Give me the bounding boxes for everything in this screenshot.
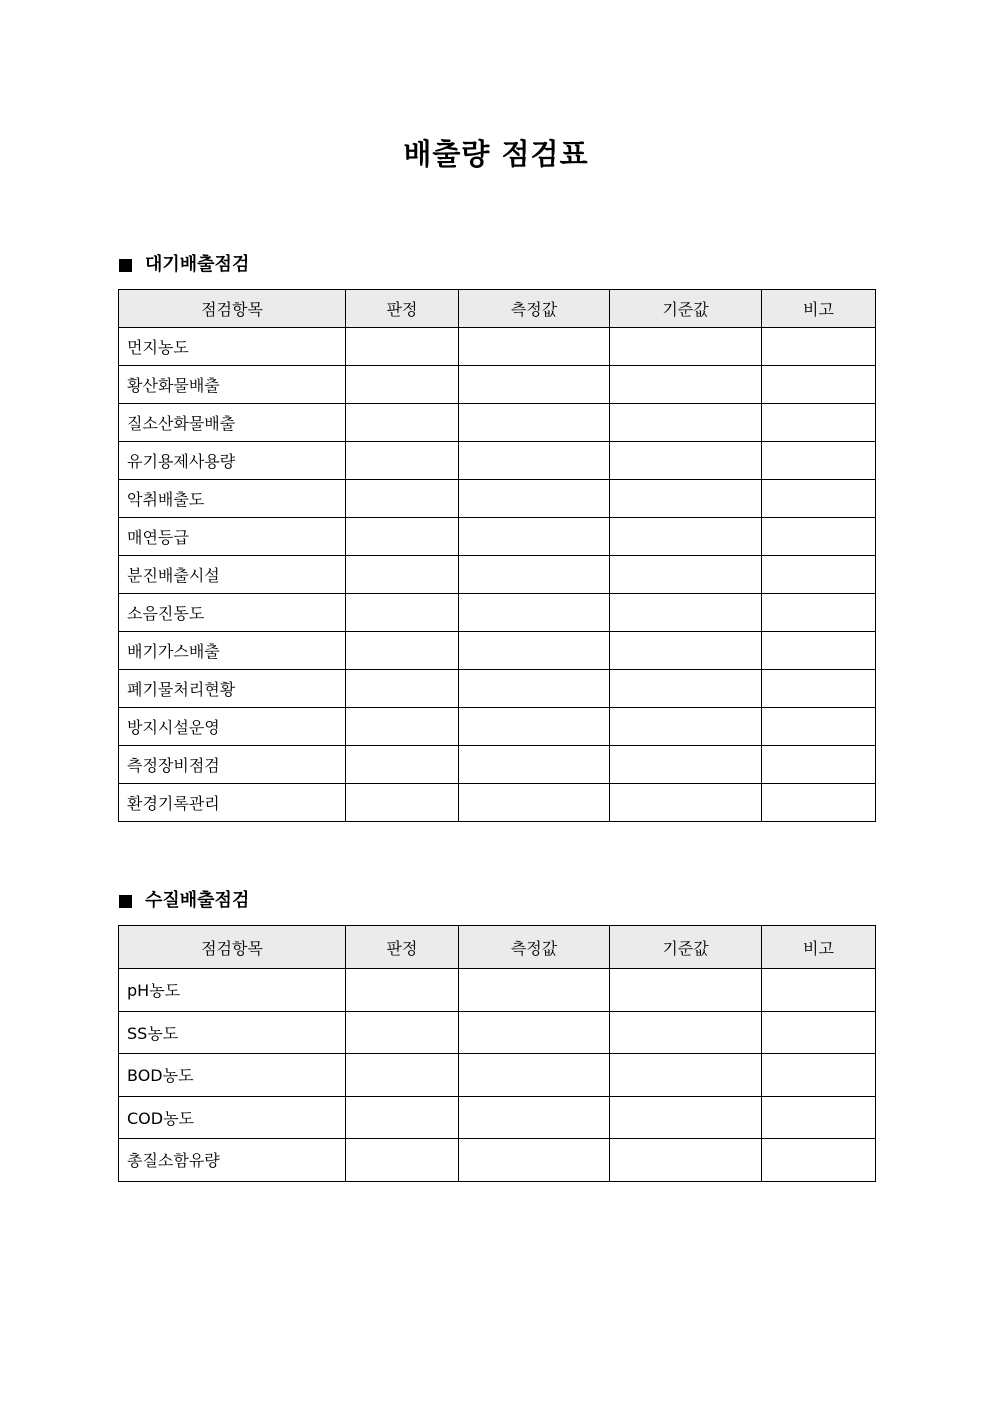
section-heading-label: 대기배출점검 [145,254,250,275]
table-row [119,366,876,404]
remarks-cell[interactable] [762,969,876,1012]
remarks-cell[interactable] [762,1011,876,1054]
water-emission-table [118,925,876,1182]
column-header-judgment: 판정 [346,926,459,969]
measured-value-cell[interactable] [459,1096,610,1139]
check-item-cell: COD농도 [119,1096,346,1139]
section-heading-label: 수질배출점검 [145,890,250,911]
judgment-cell[interactable] [346,1139,459,1182]
judgment-cell[interactable] [346,1011,459,1054]
standard-value-cell[interactable] [610,708,762,746]
remarks-cell[interactable] [762,632,876,670]
standard-value-cell[interactable] [610,746,762,784]
table-row [119,480,876,518]
standard-value-cell[interactable] [610,594,762,632]
square-bullet-icon [119,259,132,272]
judgment-cell[interactable] [346,969,459,1012]
check-item-cell: 방지시설운영 [119,708,346,746]
measured-value-cell[interactable] [459,518,610,556]
standard-value-cell[interactable] [610,670,762,708]
judgment-cell[interactable] [346,784,459,822]
table-row [119,784,876,822]
measured-value-cell[interactable] [459,556,610,594]
standard-value-cell[interactable] [610,1011,762,1054]
remarks-cell[interactable] [762,746,876,784]
table-row [119,404,876,442]
column-header-standard: 기준값 [610,926,762,969]
measured-value-cell[interactable] [459,708,610,746]
table-row [119,708,876,746]
check-item-cell: 악취배출도 [119,480,346,518]
judgment-cell[interactable] [346,328,459,366]
table-row [119,1096,876,1139]
remarks-cell[interactable] [762,556,876,594]
table-header-row [119,290,876,328]
standard-value-cell[interactable] [610,1096,762,1139]
remarks-cell[interactable] [762,518,876,556]
remarks-cell[interactable] [762,404,876,442]
standard-value-cell[interactable] [610,404,762,442]
standard-value-cell[interactable] [610,632,762,670]
measured-value-cell[interactable] [459,594,610,632]
check-item-cell: 매연등급 [119,518,346,556]
remarks-cell[interactable] [762,670,876,708]
measured-value-cell[interactable] [459,1139,610,1182]
measured-value-cell[interactable] [459,442,610,480]
check-item-cell: 황산화물배출 [119,366,346,404]
standard-value-cell[interactable] [610,366,762,404]
table-row [119,1139,876,1182]
square-bullet-icon [119,895,132,908]
remarks-cell[interactable] [762,480,876,518]
judgment-cell[interactable] [346,670,459,708]
check-item-cell: 유기용제사용량 [119,442,346,480]
measured-value-cell[interactable] [459,632,610,670]
table-row [119,518,876,556]
page-title: 배출량 점검표 [403,137,589,171]
judgment-cell[interactable] [346,1054,459,1097]
table-row [119,328,876,366]
standard-value-cell[interactable] [610,480,762,518]
remarks-cell[interactable] [762,1096,876,1139]
check-item-cell: 총질소함유량 [119,1139,346,1182]
measured-value-cell[interactable] [459,746,610,784]
measured-value-cell[interactable] [459,480,610,518]
table-row [119,442,876,480]
judgment-cell[interactable] [346,480,459,518]
measured-value-cell[interactable] [459,366,610,404]
standard-value-cell[interactable] [610,518,762,556]
remarks-cell[interactable] [762,328,876,366]
table-header-row [119,926,876,969]
standard-value-cell[interactable] [610,442,762,480]
standard-value-cell[interactable] [610,1139,762,1182]
column-header-measured: 측정값 [459,926,610,969]
remarks-cell[interactable] [762,708,876,746]
measured-value-cell[interactable] [459,1011,610,1054]
section-heading-water [119,889,249,913]
check-item-cell: 먼지농도 [119,328,346,366]
table-row [119,746,876,784]
air-emission-table [118,289,876,822]
standard-value-cell[interactable] [610,1054,762,1097]
judgment-cell[interactable] [346,556,459,594]
judgment-cell[interactable] [346,366,459,404]
column-header-remarks: 비고 [762,926,876,969]
table-row [119,556,876,594]
standard-value-cell[interactable] [610,556,762,594]
table-row [119,594,876,632]
standard-value-cell[interactable] [610,784,762,822]
judgment-cell[interactable] [346,632,459,670]
remarks-cell[interactable] [762,784,876,822]
check-item-cell: pH농도 [119,969,346,1012]
column-header-remarks: 비고 [762,290,876,328]
check-item-cell: 소음진동도 [119,594,346,632]
check-item-cell: 분진배출시설 [119,556,346,594]
judgment-cell[interactable] [346,442,459,480]
judgment-cell[interactable] [346,746,459,784]
remarks-cell[interactable] [762,1054,876,1097]
remarks-cell[interactable] [762,442,876,480]
column-header-measured: 측정값 [459,290,610,328]
measured-value-cell[interactable] [459,670,610,708]
table-row [119,1011,876,1054]
measured-value-cell[interactable] [459,328,610,366]
check-item-cell: 측정장비점검 [119,746,346,784]
section-heading-air [119,253,249,277]
standard-value-cell[interactable] [610,328,762,366]
judgment-cell[interactable] [346,518,459,556]
table-row [119,969,876,1012]
check-item-cell: 환경기록관리 [119,784,346,822]
measured-value-cell[interactable] [459,969,610,1012]
standard-value-cell[interactable] [610,969,762,1012]
remarks-cell[interactable] [762,594,876,632]
remarks-cell[interactable] [762,366,876,404]
column-header-item: 점검항목 [119,926,346,969]
measured-value-cell[interactable] [459,1054,610,1097]
judgment-cell[interactable] [346,594,459,632]
column-header-item: 점검항목 [119,290,346,328]
check-item-cell: 질소산화물배출 [119,404,346,442]
measured-value-cell[interactable] [459,404,610,442]
judgment-cell[interactable] [346,1096,459,1139]
column-header-standard: 기준값 [610,290,762,328]
judgment-cell[interactable] [346,404,459,442]
check-item-cell: 배기가스배출 [119,632,346,670]
remarks-cell[interactable] [762,1139,876,1182]
measured-value-cell[interactable] [459,784,610,822]
check-item-cell: BOD농도 [119,1054,346,1097]
judgment-cell[interactable] [346,708,459,746]
check-item-cell: SS농도 [119,1011,346,1054]
table-row [119,670,876,708]
column-header-judgment: 판정 [346,290,459,328]
check-item-cell: 폐기물처리현황 [119,670,346,708]
table-row [119,632,876,670]
table-row [119,1054,876,1097]
